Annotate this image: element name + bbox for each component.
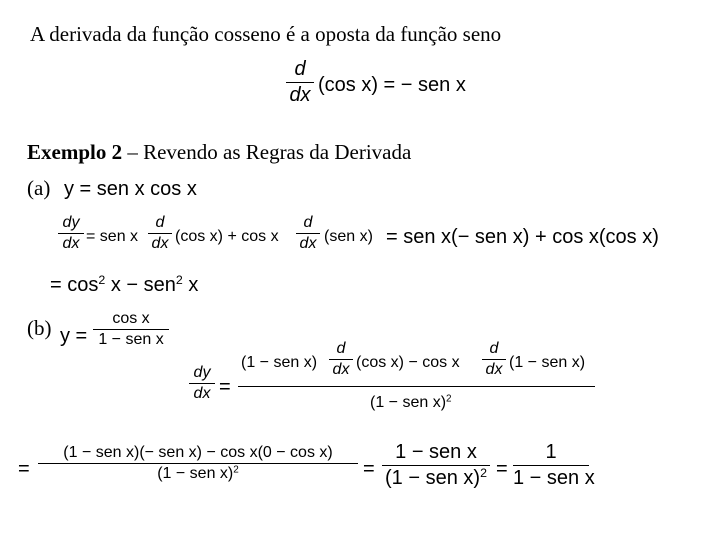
example-title-bold: Exemplo 2 <box>27 140 123 164</box>
main-d-den: dx <box>289 84 311 106</box>
part-b-y-eq: y = <box>60 325 88 347</box>
numerator: 1 <box>545 441 557 463</box>
numerator: 1 − sen x <box>395 441 477 463</box>
dx: dx <box>62 235 80 252</box>
example-title <box>27 140 411 165</box>
fraction-bar <box>513 465 589 466</box>
fraction-bar <box>189 383 215 384</box>
den-base: (1 − sen x) <box>157 465 234 482</box>
big-denominator <box>370 394 452 412</box>
part-b-y-fraction <box>93 310 169 349</box>
sen-term: x − sen <box>105 274 176 296</box>
exponent: 2 <box>175 273 183 288</box>
big-num-a: (1 − sen x) <box>241 354 318 371</box>
fraction-bar <box>93 329 169 330</box>
numerator: cos x <box>112 310 150 327</box>
fraction-bar <box>482 359 506 360</box>
part-a-term1: = sen x <box>86 228 139 245</box>
fraction-bar <box>58 233 84 234</box>
x-term: x <box>182 274 199 296</box>
part-b-equals: = <box>219 376 231 398</box>
den-base: (1 − sen x) <box>385 467 481 489</box>
dx: dx <box>193 385 211 402</box>
fraction-bar <box>296 233 320 234</box>
big-num-c: (1 − sen x) <box>509 354 586 371</box>
exponent: 2 <box>480 466 487 481</box>
example-title-rest: – Revendo as Regras da Derivada <box>122 140 412 164</box>
part-a-label: (a) <box>27 176 51 200</box>
denominator <box>38 465 358 483</box>
big-fraction-bar <box>238 386 595 387</box>
dx: dx <box>151 235 169 252</box>
fraction-bar <box>382 465 490 466</box>
d: d <box>489 340 499 357</box>
part-b-label: (b) <box>27 316 52 340</box>
heading: A derivada da função cosseno é a oposta da função seno <box>30 22 502 46</box>
cos-term: = cos <box>50 274 99 296</box>
fraction-bar <box>286 82 314 83</box>
denominator <box>382 467 490 490</box>
main-derivative-rhs: (cos x) = − sen x <box>318 74 466 96</box>
dx: dx <box>299 235 317 252</box>
main-d-num: d <box>294 58 306 80</box>
big-den-base: (1 − sen x) <box>370 394 447 411</box>
final-fraction-1 <box>38 444 358 483</box>
exponent: 2 <box>446 393 452 405</box>
part-a-d2 <box>296 214 320 253</box>
part-a-dydx <box>58 214 84 253</box>
part-b-dydx <box>189 364 215 403</box>
part-a-d1 <box>148 214 172 253</box>
dy: dy <box>62 214 80 231</box>
d: d <box>155 214 165 231</box>
exponent: 2 <box>98 273 106 288</box>
final-equals-1: = <box>18 458 30 480</box>
part-a-result: = sen x(− sen x) + cos x(cos x) <box>386 226 659 248</box>
numerator: (1 − sen x)(− sen x) − cos x(0 − cos x) <box>63 444 333 461</box>
dx: dx <box>485 361 503 378</box>
fraction-bar <box>148 233 172 234</box>
fraction-bar <box>329 359 353 360</box>
big-d1 <box>329 340 353 379</box>
d: d <box>336 340 346 357</box>
big-num-b: (cos x) − cos x <box>356 354 460 371</box>
part-a-equation: y = sen x cos x <box>64 178 197 200</box>
final-fraction-3 <box>513 441 595 490</box>
final-equals-3: = <box>496 458 508 480</box>
final-fraction-2 <box>382 441 490 490</box>
dx: dx <box>332 361 350 378</box>
denominator: 1 − sen x <box>98 331 164 348</box>
fraction-bar <box>38 463 358 464</box>
denominator: 1 − sen x <box>513 467 595 489</box>
dy: dy <box>193 364 211 381</box>
exponent: 2 <box>233 464 239 476</box>
final-equals-2: = <box>363 458 375 480</box>
part-a-line2 <box>50 274 198 297</box>
part-a-term3: (sen x) <box>324 228 373 245</box>
big-d2 <box>482 340 506 379</box>
part-a-term2: (cos x) + cos x <box>175 228 279 245</box>
main-derivative-operator <box>286 58 314 107</box>
d: d <box>303 214 313 231</box>
